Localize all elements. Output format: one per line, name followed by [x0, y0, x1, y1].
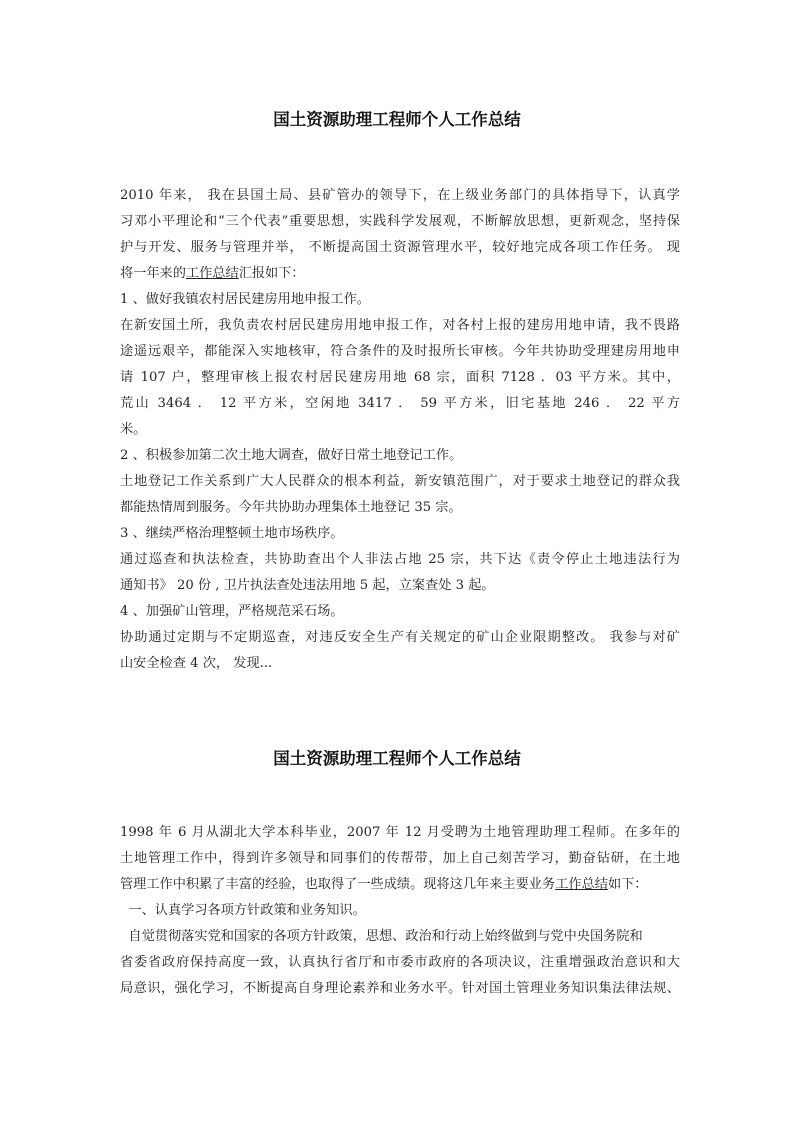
article1-heading-4: 4 、加强矿山管理，严格规范采石场。 [120, 604, 344, 619]
article1-line-3: 护与开发、服务与管理并举， 不断提高国土资源管理水平，较好地完成各项工作任务。 现 [120, 240, 680, 255]
article1-body [120, 183, 680, 677]
article1-line-18: 协助通过定期与不定期巡查，对违反安全生产有关规定的矿山企业限期整改。 我参与对矿 [120, 630, 680, 645]
article1-line-10: 米。 [120, 422, 147, 437]
article1-heading-1: 1 、做好我镇农村居民建房用地申报工作。 [120, 292, 370, 307]
article2-heading-1: 一、认真学习各项方针政策和业务知识。 [120, 903, 366, 918]
article1-heading-2: 2 、积极参加第二次土地大调查，做好日常土地登记工作。 [120, 448, 463, 463]
article1-title: 国土资源助理工程师个人工作总结 [273, 110, 521, 129]
article1-line-13: 都能热情周到服务。今年共协助办理集体土地登记 35 宗。 [120, 500, 462, 515]
article1-line-12: 土地登记工作关系到广大人民群众的根本利益，新安镇范围广，对于要求土地登记的群众我 [120, 474, 680, 489]
article1-line-6: 在新安国土所，我负责农村居民建房用地申报工作，对各村上报的建房用地申请，我不畏路 [120, 318, 680, 333]
work-summary-link[interactable]: 工作总结 [185, 266, 239, 281]
article1-line-1: 2010 年来， 我在县国土局、县矿管办的领导下，在上级业务部门的具体指导下，认真学 [120, 188, 680, 203]
article2-line-5: 自觉贯彻落实党和国家的各项方针政策，思想、政治和行动上始终做到与党中央国务院和 [120, 929, 643, 944]
article1-line-4: 将一年来的工作总结汇报如下： [120, 266, 305, 281]
work-summary-link[interactable]: 工作总结 [555, 877, 608, 892]
article2-line-7: 局意识，强化学习，不断提高自身理论素养和业务水平。针对国土管理业务知识集法律法规、 [120, 981, 680, 996]
article1-line-15: 通过巡查和执法检查，共协助查出个人非法占地 25 宗，共下达《责令停止土地违法行为 [120, 552, 680, 567]
article2-title: 国土资源助理工程师个人工作总结 [273, 749, 521, 768]
article2-body [120, 820, 680, 1002]
article1-line-9: 荒山 3464 ． 12 平方米，空闲地 3417 ． 59 平方米，旧宅基地 246 ． 22 平方 [120, 396, 680, 411]
article1-heading-3: 3 、继续严格治理整顿土地市场秩序。 [120, 526, 344, 541]
article1-line-8: 请 107 户，整理审核上报农村居民建房用地 68 宗，面积 7128 ．03 平方米。其中， [120, 370, 680, 385]
article2-line-1: 1998 年 6 月从湖北大学本科毕业，2007 年 12 月受聘为土地管理助理工程师。在多年的 [120, 825, 680, 840]
article2-line-2: 土地管理工作中，得到许多领导和同事们的传帮带，加上自己刻苦学习，勤奋钻研，在土地 [120, 851, 680, 866]
article1-line-19: 山安全检查 4 次， 发现... [120, 656, 273, 671]
article1-line-7: 途遥远艰辛，都能深入实地核审，符合条件的及时报所长审核。今年共协助受理建房用地申 [120, 344, 680, 359]
article2-line-6: 省委省政府保持高度一致，认真执行省厅和市委市政府的各项决议，注重增强政治意识和大 [120, 955, 680, 970]
article1-line-16: 通知书》 20 份 , 卫片执法查处违法用地 5 起，立案查处 3 起。 [120, 578, 495, 593]
article2-line-3: 管理工作中积累了丰富的经验，也取得了一些成绩。现将这几年来主要业务工作总结如下： [120, 877, 648, 892]
article1-line-2: 习邓小平理论和“三个代表”重要思想，实践科学发展观，不断解放思想，更新观念，坚持保 [120, 214, 680, 229]
